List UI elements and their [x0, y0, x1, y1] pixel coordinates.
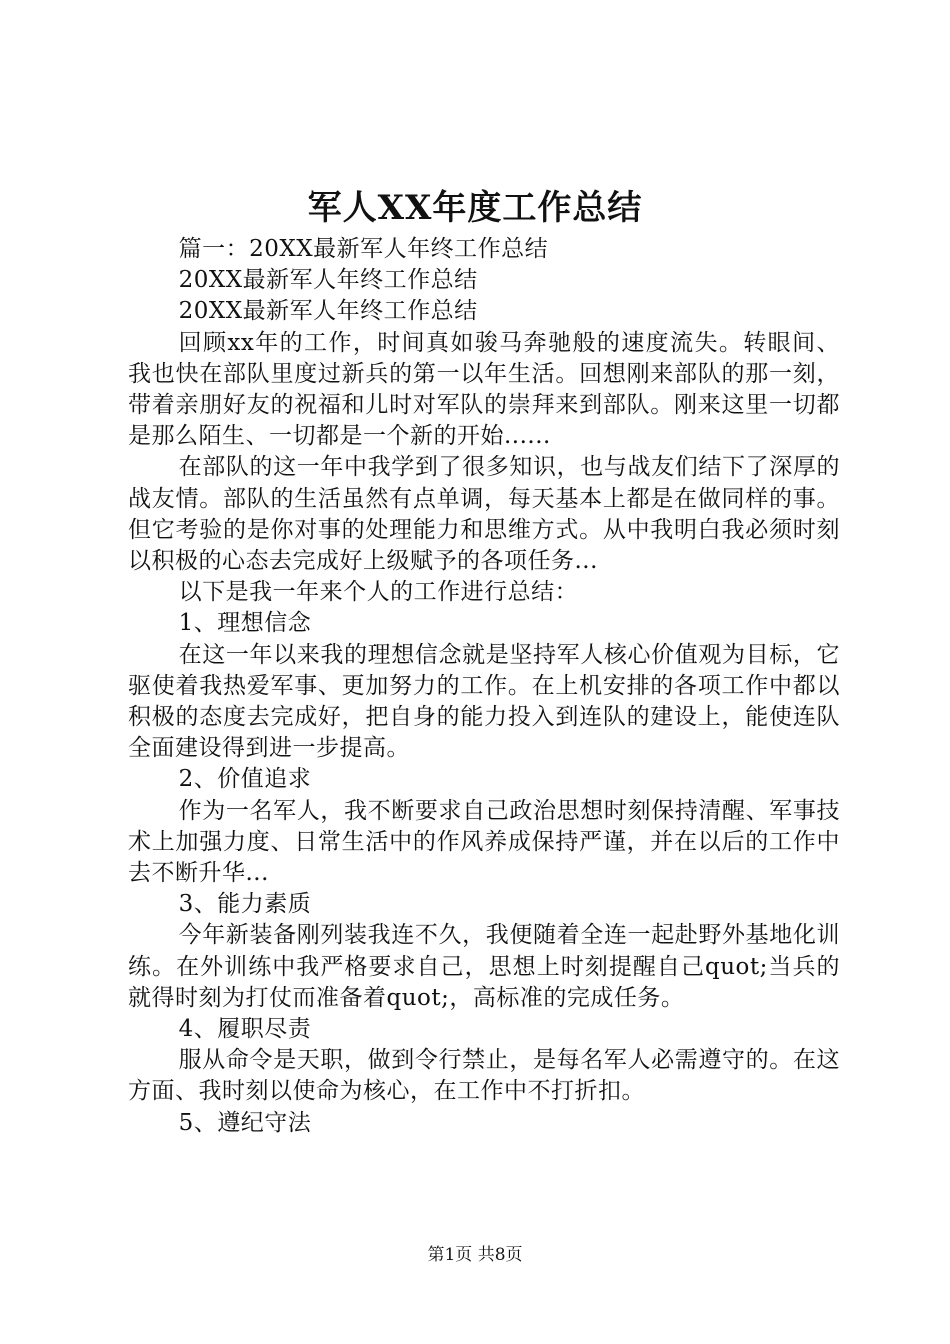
paragraph-abilities: 今年新装备刚列装我连不久，我便随着全连一起赴野外基地化训练。在外训练中我严格要求自己，思想上时刻提醒自己quot;当兵的就得时刻为打仗而准备着quot;，高标准的完成任务。 — [128, 922, 840, 1011]
section-heading-values: 2、价值追求 — [178, 766, 312, 793]
paragraph-review: 回顾xx年的工作，时间真如骏马奔驰般的速度流失。转眼间、我也快在部队里度过新兵的第一以年生活。回想刚来部队的那一刻，带着亲朋好友的祝福和儿时对军队的崇拜来到部队。刚来这里一切都是那么陌生、一切都是一个新的开始...... — [128, 329, 840, 450]
paragraph-heading-1: 篇一：20XX最新军人年终工作总结 — [178, 236, 549, 262]
section-heading-abilities: 3、能力素质 — [178, 891, 312, 918]
paragraph-army-year: 在部队的这一年中我学到了很多知识，也与战友们结下了深厚的战友情。部队的生活虽然有点单调，每天基本上都是在做同样的事。但它考验的是你对事的处理能力和思维方式。从中我明白我必须时刻以积极的心态去完成好上级赋予的各项任务... — [128, 454, 840, 575]
section-heading-ideals: 1、理想信念 — [178, 610, 312, 637]
page-number-footer: 第1页 共8页 — [427, 1245, 523, 1265]
section-heading-discipline: 5、遵纪守法 — [178, 1109, 312, 1136]
paragraph-subtitle-2: 20XX最新军人年终工作总结 — [178, 298, 478, 325]
paragraph-duties: 服从命令是天职，做到令行禁止，是每名军人必需遵守的。在这方面、我时刻以使命为核心，在工作中不打折扣。 — [128, 1047, 840, 1105]
paragraph-ideals: 在这一年以来我的理想信念就是坚持军人核心价值观为目标，它驱使着我热爱军事、更加努力的工作。在上机安排的各项工作中都以积极的态度去完成好，把自身的能力投入到连队的建设上，能使连队全面建设得到进一步提高。 — [128, 641, 840, 762]
paragraph-subtitle-1: 20XX最新军人年终工作总结 — [178, 267, 478, 294]
section-heading-duties: 4、履职尽责 — [178, 1016, 312, 1043]
document-body — [128, 234, 840, 1139]
paragraph-values: 作为一名军人，我不断要求自己政治思想时刻保持清醒、军事技术上加强力度、日常生活中的作风养成保持严谨，并在以后的工作中去不断升华... — [128, 797, 840, 887]
document-title: 军人XX年度工作总结 — [307, 188, 643, 228]
paragraph-summary-intro: 以下是我一年来个人的工作进行总结： — [178, 579, 579, 606]
